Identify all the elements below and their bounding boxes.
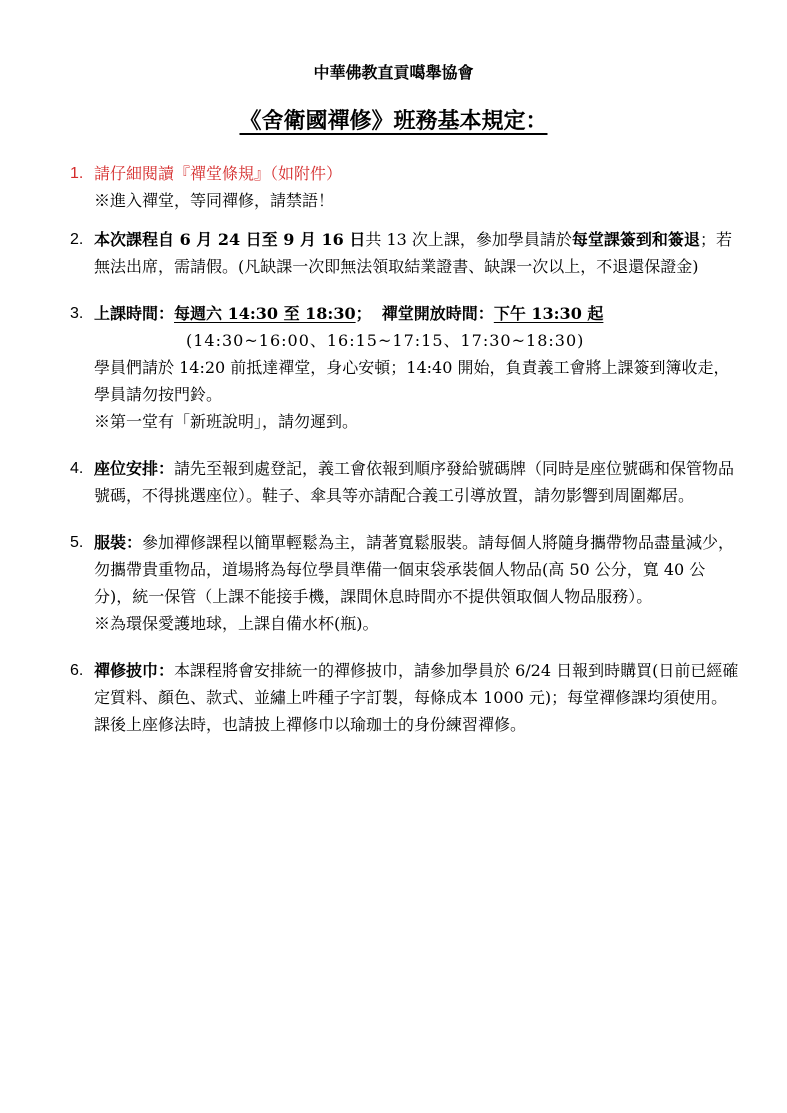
- rule-lead: 請仔細閱讀『禪堂條規』（如附件）: [94, 164, 343, 183]
- rule-label: 禪修披巾：: [94, 661, 175, 680]
- rule-text: 參加禪修課程以簡單輕鬆為主，請著寬鬆服裝。請每個人將隨身攜帶物品盡量減少，勿攜帶貴重物品，道場將為每位學員準備一個束袋承裝個人物品(高 50 公分，寬 40 公分)，統一保管（上課不能接手機，課間休息時間亦不提供領取個人物品服務）。: [94, 533, 735, 606]
- rules-list: [70, 160, 740, 738]
- rule-number: 2.: [70, 231, 84, 248]
- page-title-text: 《舍衛國禪修》班務基本規定：: [239, 108, 548, 134]
- session-times: (14:30~16:00、16:15~17:15、17:30~18:30): [186, 331, 585, 350]
- class-time-value: 每週六 14:30 至 18:30: [174, 304, 356, 323]
- rule-label: 座位安排：: [94, 459, 175, 478]
- hall-open-value: 下午 13:30 起: [493, 304, 604, 323]
- sign-in-requirement: 每堂課簽到和簽退: [571, 230, 700, 249]
- page-title: [0, 104, 787, 135]
- rule-item-6: [70, 657, 740, 738]
- rule-label: 服裝：: [94, 533, 143, 552]
- rule-item-1: [70, 160, 740, 214]
- rule-item-3: [70, 300, 740, 435]
- rule-item-5: [70, 529, 740, 637]
- rule-text: 本課程將會安排統一的禪修披巾，請參加學員於 6/24 日報到時購買(日前已經確定質料、顏色、款式、並繡上吽種子字訂製，每條成本 1000 元)；每堂禪修課均須使用。課後上座修法時，也請披上禪修巾以瑜珈士的身份練習禪修。: [94, 661, 739, 734]
- rule-number: 3.: [70, 305, 84, 322]
- rule-text: 共 13 次上課，參加學員請於: [365, 230, 572, 249]
- rule-item-4: [70, 455, 740, 509]
- hall-open-label: 禪堂開放時間：: [381, 304, 494, 323]
- rule-item-2: [70, 226, 740, 280]
- rule-number: 5.: [70, 534, 84, 551]
- rule-number: 6.: [70, 662, 84, 679]
- rule-text: ；若無法出席，需請假。(凡缺課一次即無法領取結業證書、缺課一次以上，不退還保證金): [94, 230, 732, 276]
- rule-number: 1.: [70, 165, 84, 182]
- rule-text: 請先至報到處登記，義工會依報到順序發給號碼牌（同時是座位號碼和保管物品號碼，不得挑選座位）。鞋子、傘具等亦請配合義工引導放置，請勿影響到周圍鄰居。: [94, 459, 735, 505]
- separator: ；: [355, 304, 372, 323]
- class-time-label: 上課時間：: [94, 304, 175, 323]
- rule-text: 學員們請於 14:20 前抵達禪堂，身心安頓；14:40 開始，負責義工會將上課簽到簿收走，學員請勿按門鈴。: [94, 358, 730, 404]
- rule-note: ※進入禪堂，等同禪修，請禁語！: [94, 191, 335, 210]
- rule-note: ※為環保愛護地球，上課自備水杯(瓶)。: [94, 614, 379, 633]
- course-period: 本次課程自 6 月 24 日至 9 月 16 日: [94, 230, 366, 249]
- rule-number: 4.: [70, 460, 84, 477]
- rule-note: ※第一堂有「新班說明」，請勿遲到。: [94, 412, 359, 431]
- organization-name: 中華佛教直貢噶舉協會: [313, 63, 474, 82]
